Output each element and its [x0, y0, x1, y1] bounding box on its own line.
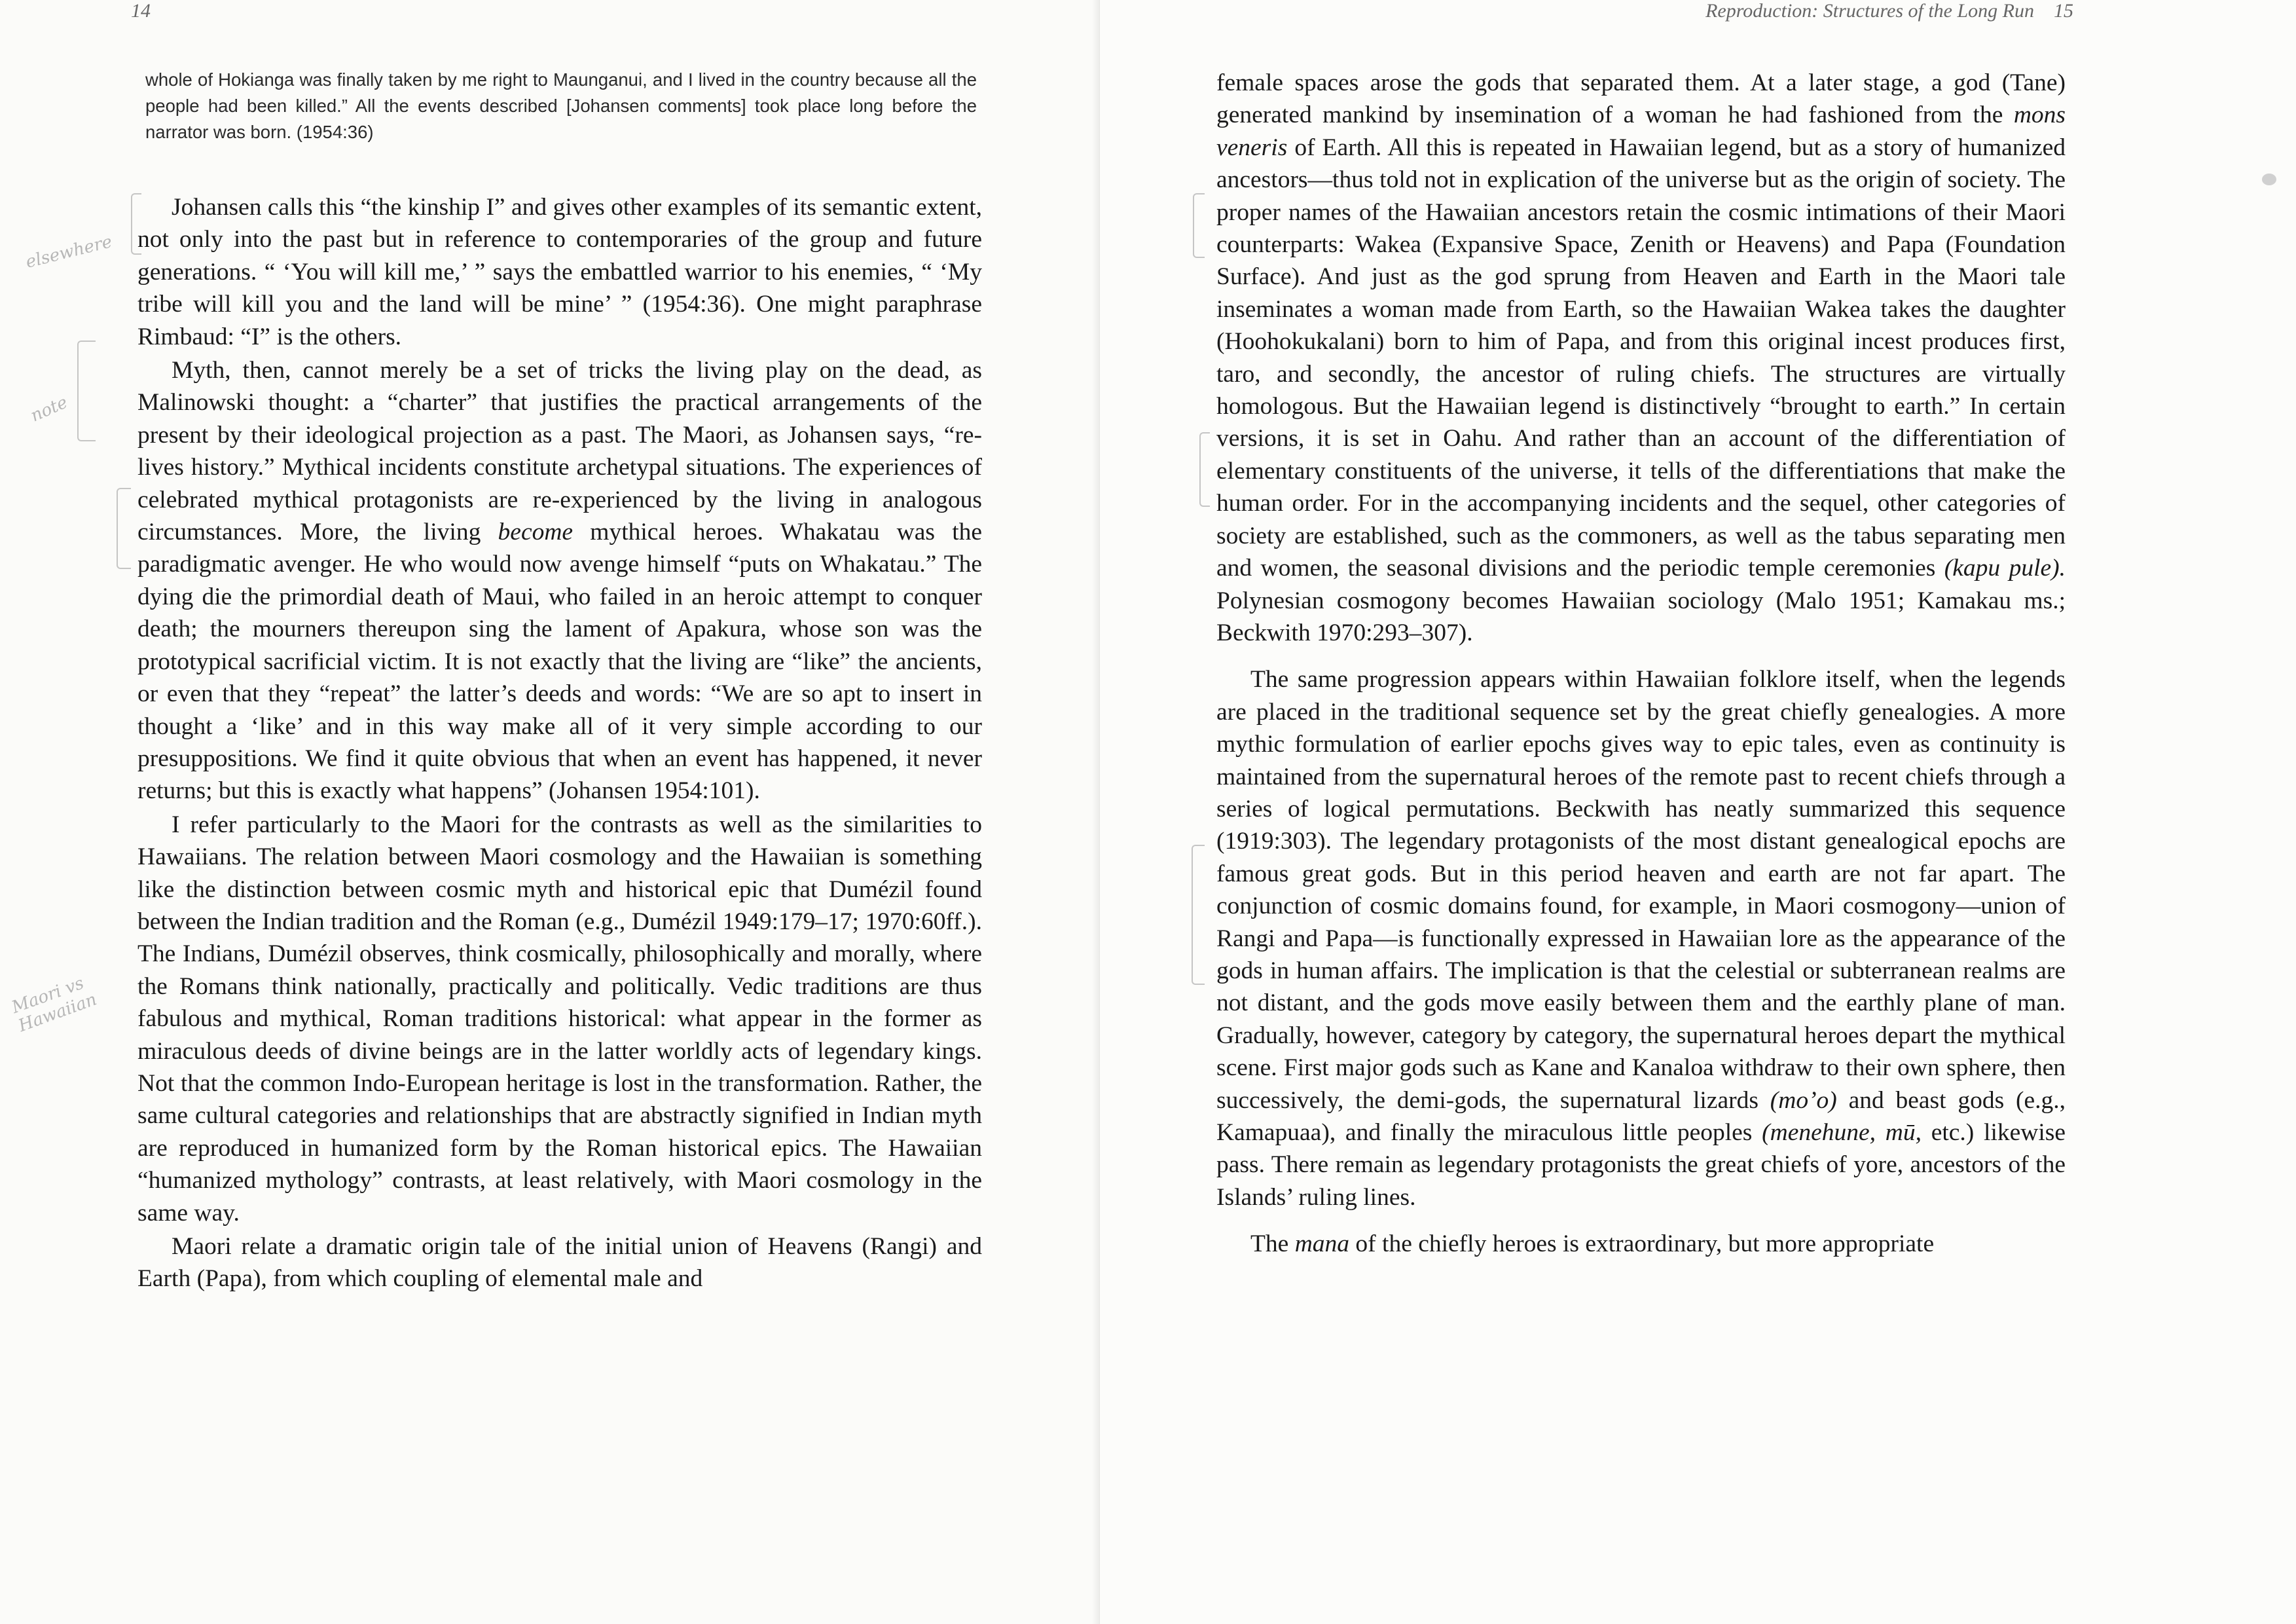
- margin-note: elsewhere: [24, 232, 115, 272]
- paragraph: Johansen calls this “the kinship I” and gives other examples of its semantic extent, not only into the past but in reference to contemporaries of the group and future generations. “ ‘You will kill me,’ ” says the embattled warrior to his enemies, “ ‘My tribe will kill you and the land will be mine’ ” (1954:36). One might paraphrase Rimbaud: “I” is the others.: [137, 194, 982, 350]
- emphasis-become: become: [498, 519, 574, 546]
- margin-note: note: [27, 392, 71, 426]
- right-body: [1216, 67, 2066, 1261]
- paragraph: I refer particularly to the Maori for the contrasts as well as the similarities to Hawaiians. The relation between Maori cosmology and the Hawaiian is something like the distinction between cosmic myth and historical epic that Dumézil found between the Indian tradition and the Roman (e.g., Dumézil 1949:179–17; 1970:60ff.). The Indians, Dumézil observes, think cosmically, philosophically and morally, where the Romans think nationally, practically and politically. Vedic traditions are thus fabulous and mythical, Roman traditions historical: what appear in the former as miraculous deeds of divine beings are in the latter worldly acts of legendary kings. Not that the common Indo-European heritage is lost in the transformation. Rather, the same cultural categories and relationships that are abstractly signified in Indian myth are reproduced in humanized form by the Roman historical epics. The Hawaiian “humanized mythology” contrasts, at least relatively, with Maori cosmology in the same way.: [137, 811, 982, 1227]
- pencil-bracket: [1199, 432, 1210, 507]
- pencil-bracket: [1192, 845, 1205, 985]
- paragraph: Myth, then, cannot merely be a set of tricks the living play on the dead, as Malinowski thought: a “charter” that justifies the practical arrangements of the present by their ideological projection as a past. The Maori, as Johansen says, “re-lives history.” Mythical incidents constitute archetypal situations. The experiences of celebrated mythical protagonists are re-experienced by the living in analogous circumstances. More, the living become mythical heroes. Whakatau was the paradigmatic avenger. He who would now avenge himself “puts on Whakatau.” The dying die the primordial death of Maui, who failed in an heroic attempt to conquer death; the mourners thereupon sing the lament of Apakura, whose son was the prototypical sacrificial victim. It is not exactly that the living are “like” the ancients, or even that they “repeat” the latter’s deeds and words: “We are so apt to insert in thought a ‘like’ and in this way make all of it very simple according to our presuppositions. We find it quite obvious that when an event has happened, it never returns; but this is exactly what happens” (Johansen 1954:101).: [137, 357, 983, 805]
- pencil-bracket: [117, 488, 131, 569]
- page-number-right: 15: [2054, 0, 2073, 22]
- running-head: Reproduction: Structures of the Long Run: [1705, 0, 2034, 22]
- ink-spot: [2262, 174, 2276, 185]
- paragraph: Maori relate a dramatic origin tale of the initial union of Heavens (Rangi) and Earth (Papa), from which coupling of elemental male and: [137, 1233, 982, 1293]
- block-quote: whole of Hokianga was finally taken by me right to Maunganui, and I lived in the country because all the people had been killed.” All the events described [Johansen comments] took place long before the narrator was born. (1954:36): [145, 69, 977, 142]
- left-body: [137, 191, 982, 1295]
- paragraph: The mana of the chiefly heroes is extraordinary, but more appropriate: [1250, 1230, 1935, 1258]
- margin-note: Maori vs Hawaiian: [9, 973, 100, 1037]
- left-page: [0, 0, 1100, 1624]
- paragraph: female spaces arose the gods that separated them. At a later stage, a god (Tane) generated mankind by insemination of a woman he had fashioned from the mons veneris of Earth. All this is repeated in Hawaiian legend, but as a story of humanized ancestors—thus told not in explication of the universe but as the origin of society. The proper names of the Hawaiian ancestors retain the cosmic intimations of their Maori counterparts: Wakea (Expansive Space, Zenith or Heavens) and Papa (Foundation Surface). And just as the god sprung from Heaven and Earth in the Maori tale inseminates a woman made from Earth, so the Hawaiian Wakea takes the daughter (Hoohokukalani) born to him of Papa, and from this original incest produces first, taro, and secondly, the ancestor of ruling chiefs. The structures are virtually homologous. But the Hawaiian legend is distinctively “brought to earth.” In certain versions, it is set in Oahu. And rather than an account of the differentiation of elementary constituents of the universe, it tells of the differentiations that make the human order. For in the accompanying incidents and the sequel, other categories of society are established, such as the commoners, as well as the tabus separating men and women, the seasonal divisions and the periodic temple ceremonies (kapu pule). Polynesian cosmogony becomes Hawaiian sociology (Malo 1951; Kamakau ms.; Beckwith 1970:293–307).: [1216, 69, 2066, 646]
- paragraph: The same progression appears within Hawaiian folklore itself, when the legends are placed in the traditional sequence set by the great chiefly genealogies. A more mythic formulation of earlier epochs gives way to epic tales, even as continuity is maintained from the supernatural heroes of the remote past to recent chiefs through a series of logical permutations. Beckwith has neatly summarized this sequence (1919:303). The legendary protagonists of the most distant genealogical epochs are famous great gods. But in this period heaven and earth are not far apart. The conjunction of cosmic domains found, for example, in Maori cosmogony—union of Rangi and Papa—is functionally expressed in Hawaiian lore as the appearance of the gods in human affairs. The implication is that the celestial or subterranean realms are not distant, and the gods move easily between them and the earthly plane of man. Gradually, however, category by category, the supernatural heroes depart the mythical scene. First major gods such as Kane and Kanaloa withdraw to their own sphere, then successively, the demi-gods, the supernatural lizards (mo’o) and beast gods (e.g., Kamapuaa), and finally the miraculous little peoples (menehune, mū, etc.) likewise pass. There remain as legendary protagonists the great chiefs of yore, ancestors of the Islands’ ruling lines.: [1216, 666, 2066, 1211]
- pencil-bracket: [1193, 193, 1205, 258]
- pencil-bracket: [77, 341, 96, 441]
- pencil-bracket: [131, 193, 141, 255]
- page-number-left: 14: [131, 0, 151, 22]
